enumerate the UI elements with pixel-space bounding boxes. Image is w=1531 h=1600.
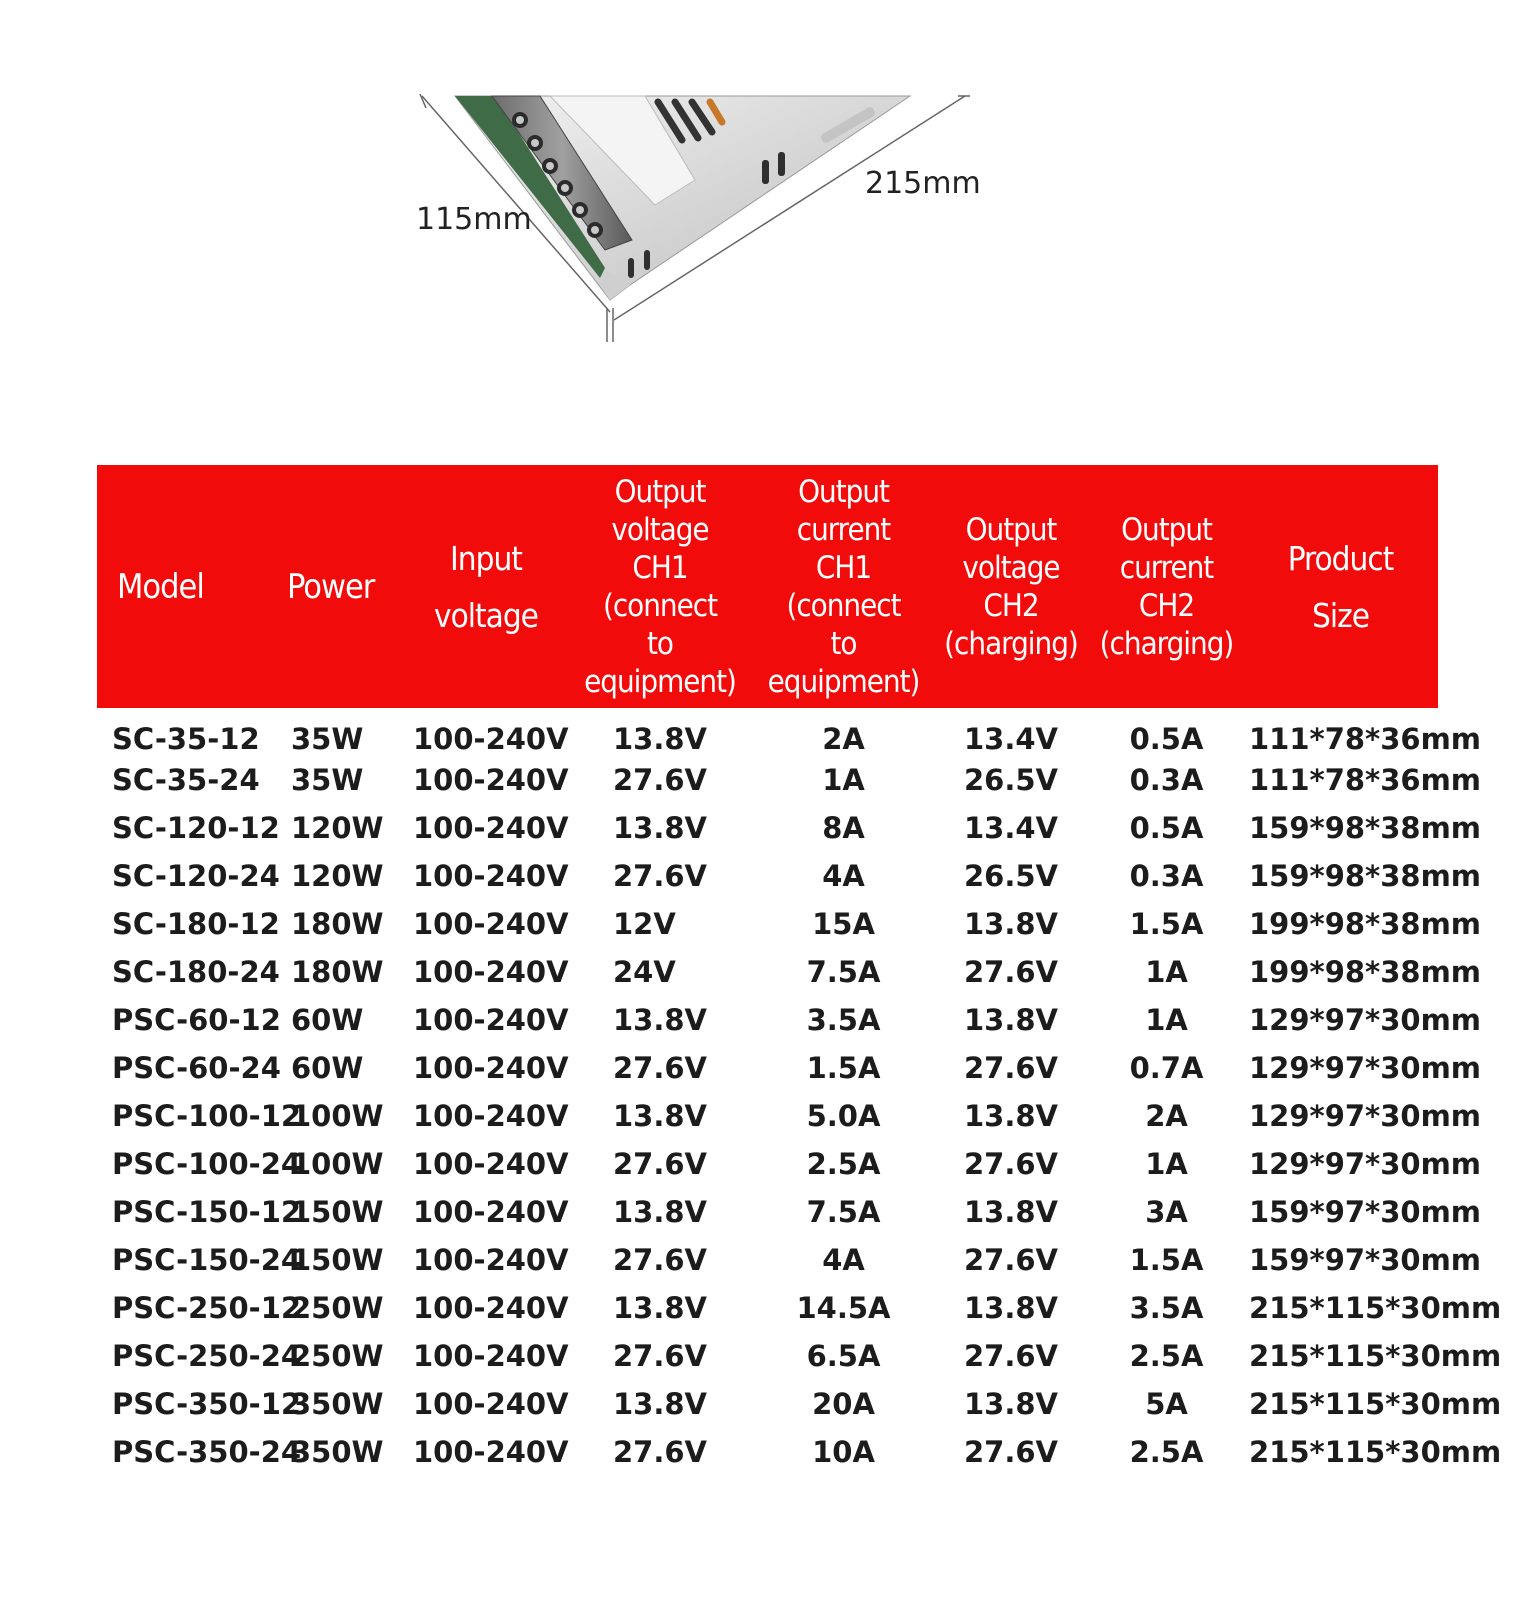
cell-product-size: 111*78*36mm bbox=[1249, 763, 1482, 797]
length-dimension-label: 215mm bbox=[865, 166, 981, 201]
cell-input-voltage: 100-240V bbox=[413, 907, 569, 941]
header-output-current-ch2: Output current CH2 (charging) bbox=[1099, 511, 1234, 662]
cell-output-voltage-ch1: 13.8V bbox=[613, 722, 707, 756]
cell-product-size: 215*115*30mm bbox=[1249, 1435, 1502, 1469]
cell-input-voltage: 100-240V bbox=[413, 1387, 569, 1421]
width-dimension-label: 115mm bbox=[416, 202, 532, 237]
header-output-voltage-ch1: Output voltage CH1 (connect to equipment) bbox=[584, 473, 736, 700]
cell-input-voltage: 100-240V bbox=[413, 1243, 569, 1277]
cell-model: SC-120-12 bbox=[112, 811, 280, 845]
cell-model: PSC-60-24 bbox=[112, 1051, 281, 1085]
cell-output-voltage-ch2: 13.8V bbox=[964, 1195, 1058, 1229]
cell-input-voltage: 100-240V bbox=[413, 1051, 569, 1085]
cell-input-voltage: 100-240V bbox=[413, 1099, 569, 1133]
cell-output-voltage-ch2: 13.4V bbox=[964, 811, 1058, 845]
cell-output-voltage-ch2: 27.6V bbox=[964, 1051, 1058, 1085]
cell-product-size: 129*97*30mm bbox=[1249, 1099, 1482, 1133]
table-row bbox=[97, 1284, 1438, 1332]
table-row bbox=[97, 948, 1438, 996]
header-model: Model bbox=[117, 566, 204, 607]
cell-product-size: 199*98*38mm bbox=[1249, 907, 1482, 941]
cell-product-size: 199*98*38mm bbox=[1249, 955, 1482, 989]
table-row bbox=[97, 900, 1438, 948]
cell-output-voltage-ch1: 13.8V bbox=[613, 1003, 707, 1037]
cell-model: SC-35-12 bbox=[112, 722, 260, 756]
cell-output-current-ch2: 0.5A bbox=[1129, 811, 1204, 845]
table-row bbox=[97, 1140, 1438, 1188]
table-body bbox=[97, 708, 1502, 1476]
cell-product-size: 215*115*30mm bbox=[1249, 1291, 1502, 1325]
table-row bbox=[97, 1044, 1438, 1092]
cell-model: PSC-150-12 bbox=[112, 1195, 302, 1229]
cell-power: 150W bbox=[291, 1195, 384, 1229]
table-row bbox=[97, 804, 1438, 852]
cell-power: 180W bbox=[291, 907, 384, 941]
table-row bbox=[97, 1380, 1438, 1428]
cell-product-size: 159*98*38mm bbox=[1249, 859, 1482, 893]
cell-output-current-ch1: 6.5A bbox=[806, 1339, 881, 1373]
cell-output-voltage-ch1: 27.6V bbox=[613, 859, 707, 893]
cell-input-voltage: 100-240V bbox=[413, 763, 569, 797]
cell-output-current-ch1: 14.5A bbox=[796, 1291, 891, 1325]
cell-output-current-ch2: 2.5A bbox=[1129, 1339, 1204, 1373]
spec-table bbox=[97, 465, 1502, 1476]
cell-power: 150W bbox=[291, 1243, 384, 1277]
cell-output-voltage-ch1: 13.8V bbox=[613, 1099, 707, 1133]
table-row bbox=[97, 708, 1438, 756]
cell-output-current-ch1: 2A bbox=[822, 722, 865, 756]
cell-product-size: 129*97*30mm bbox=[1249, 1147, 1482, 1181]
cell-output-current-ch1: 10A bbox=[812, 1435, 875, 1469]
cell-power: 250W bbox=[291, 1291, 384, 1325]
cell-power: 120W bbox=[291, 811, 384, 845]
cell-output-voltage-ch1: 27.6V bbox=[613, 1051, 707, 1085]
cell-power: 180W bbox=[291, 955, 384, 989]
table-row bbox=[97, 1236, 1438, 1284]
cell-output-current-ch2: 0.7A bbox=[1129, 1051, 1204, 1085]
cell-output-voltage-ch1: 27.6V bbox=[613, 1339, 707, 1373]
cell-output-voltage-ch2: 27.6V bbox=[964, 1147, 1058, 1181]
cell-output-voltage-ch2: 13.8V bbox=[964, 1387, 1058, 1421]
cell-power: 120W bbox=[291, 859, 384, 893]
cell-output-current-ch1: 1.5A bbox=[806, 1051, 881, 1085]
cell-power: 250W bbox=[291, 1339, 384, 1373]
cell-model: PSC-350-24 bbox=[112, 1435, 302, 1469]
header-power: Power bbox=[287, 566, 375, 607]
product-figure bbox=[400, 80, 1020, 380]
cell-power: 350W bbox=[291, 1387, 384, 1421]
table-row bbox=[97, 756, 1438, 804]
header-output-current-ch1: Output current CH1 (connect to equipment) bbox=[767, 473, 920, 700]
cell-output-current-ch2: 0.5A bbox=[1129, 722, 1204, 756]
table-row bbox=[97, 1332, 1438, 1380]
cell-product-size: 129*97*30mm bbox=[1249, 1051, 1482, 1085]
cell-output-voltage-ch1: 13.8V bbox=[613, 1387, 707, 1421]
header-input-voltage: Input voltage bbox=[434, 538, 538, 635]
cell-output-voltage-ch2: 27.6V bbox=[964, 1435, 1058, 1469]
cell-output-current-ch2: 1A bbox=[1145, 955, 1188, 989]
cell-output-current-ch1: 7.5A bbox=[806, 1195, 881, 1229]
cell-model: SC-180-12 bbox=[112, 907, 280, 941]
cell-output-current-ch2: 0.3A bbox=[1129, 763, 1204, 797]
cell-output-voltage-ch2: 27.6V bbox=[964, 955, 1058, 989]
cell-output-voltage-ch1: 13.8V bbox=[613, 1195, 707, 1229]
cell-model: PSC-250-12 bbox=[112, 1291, 302, 1325]
cell-output-current-ch1: 20A bbox=[812, 1387, 875, 1421]
cell-product-size: 159*98*38mm bbox=[1249, 811, 1482, 845]
cell-output-current-ch2: 3A bbox=[1145, 1195, 1188, 1229]
cell-input-voltage: 100-240V bbox=[413, 1435, 569, 1469]
cell-output-voltage-ch1: 12V bbox=[613, 907, 676, 941]
cell-output-voltage-ch2: 13.8V bbox=[964, 1291, 1058, 1325]
cell-product-size: 215*115*30mm bbox=[1249, 1387, 1502, 1421]
cell-output-current-ch2: 5A bbox=[1145, 1387, 1188, 1421]
cell-output-current-ch1: 4A bbox=[822, 1243, 865, 1277]
table-row bbox=[97, 1428, 1438, 1476]
cell-output-current-ch2: 1.5A bbox=[1129, 1243, 1204, 1277]
cell-model: SC-120-24 bbox=[112, 859, 280, 893]
cell-output-voltage-ch2: 13.8V bbox=[964, 1003, 1058, 1037]
cell-model: PSC-150-24 bbox=[112, 1243, 302, 1277]
cell-output-voltage-ch1: 27.6V bbox=[613, 763, 707, 797]
cell-model: PSC-350-12 bbox=[112, 1387, 302, 1421]
cell-output-current-ch1: 15A bbox=[812, 907, 875, 941]
cell-output-voltage-ch1: 27.6V bbox=[613, 1435, 707, 1469]
cell-output-voltage-ch1: 13.8V bbox=[613, 1291, 707, 1325]
table-row bbox=[97, 1188, 1438, 1236]
cell-product-size: 215*115*30mm bbox=[1249, 1339, 1502, 1373]
cell-output-voltage-ch2: 13.4V bbox=[964, 722, 1058, 756]
cell-output-current-ch2: 0.3A bbox=[1129, 859, 1204, 893]
cell-model: SC-180-24 bbox=[112, 955, 280, 989]
table-row bbox=[97, 1092, 1438, 1140]
table-row bbox=[97, 996, 1438, 1044]
cell-input-voltage: 100-240V bbox=[413, 1291, 569, 1325]
cell-product-size: 111*78*36mm bbox=[1249, 722, 1482, 756]
cell-output-voltage-ch2: 13.8V bbox=[964, 907, 1058, 941]
cell-model: PSC-250-24 bbox=[112, 1339, 302, 1373]
cell-output-current-ch2: 3.5A bbox=[1129, 1291, 1204, 1325]
cell-power: 100W bbox=[291, 1147, 384, 1181]
cell-output-voltage-ch1: 24V bbox=[613, 955, 676, 989]
cell-output-voltage-ch2: 26.5V bbox=[964, 763, 1058, 797]
cell-power: 350W bbox=[291, 1435, 384, 1469]
cell-input-voltage: 100-240V bbox=[413, 722, 569, 756]
cell-output-current-ch1: 2.5A bbox=[806, 1147, 881, 1181]
cell-output-voltage-ch1: 13.8V bbox=[613, 811, 707, 845]
cell-input-voltage: 100-240V bbox=[413, 1147, 569, 1181]
table-row bbox=[97, 852, 1438, 900]
cell-output-current-ch1: 3.5A bbox=[806, 1003, 881, 1037]
cell-input-voltage: 100-240V bbox=[413, 811, 569, 845]
cell-output-current-ch2: 2.5A bbox=[1129, 1435, 1204, 1469]
cell-output-current-ch1: 8A bbox=[822, 811, 865, 845]
cell-model: PSC-100-24 bbox=[112, 1147, 302, 1181]
cell-model: PSC-100-12 bbox=[112, 1099, 302, 1133]
cell-power: 35W bbox=[291, 722, 364, 756]
cell-output-voltage-ch2: 26.5V bbox=[964, 859, 1058, 893]
cell-output-voltage-ch2: 27.6V bbox=[964, 1243, 1058, 1277]
cell-output-voltage-ch1: 27.6V bbox=[613, 1243, 707, 1277]
cell-output-voltage-ch1: 27.6V bbox=[613, 1147, 707, 1181]
cell-output-current-ch1: 4A bbox=[822, 859, 865, 893]
cell-output-voltage-ch2: 13.8V bbox=[964, 1099, 1058, 1133]
header-output-voltage-ch2: Output voltage CH2 (charging) bbox=[944, 511, 1078, 662]
cell-input-voltage: 100-240V bbox=[413, 1339, 569, 1373]
cell-output-current-ch1: 1A bbox=[822, 763, 865, 797]
cell-product-size: 159*97*30mm bbox=[1249, 1195, 1482, 1229]
cell-input-voltage: 100-240V bbox=[413, 1195, 569, 1229]
cell-power: 60W bbox=[291, 1003, 364, 1037]
cell-output-current-ch2: 1.5A bbox=[1129, 907, 1204, 941]
cell-output-current-ch1: 5.0A bbox=[806, 1099, 881, 1133]
cell-output-current-ch2: 1A bbox=[1145, 1003, 1188, 1037]
cell-output-current-ch2: 1A bbox=[1145, 1147, 1188, 1181]
cell-output-current-ch2: 2A bbox=[1145, 1099, 1188, 1133]
cell-output-current-ch1: 7.5A bbox=[806, 955, 881, 989]
cell-input-voltage: 100-240V bbox=[413, 859, 569, 893]
cell-model: SC-35-24 bbox=[112, 763, 260, 797]
cell-product-size: 129*97*30mm bbox=[1249, 1003, 1482, 1037]
cell-power: 100W bbox=[291, 1099, 384, 1133]
cell-output-voltage-ch2: 27.6V bbox=[964, 1339, 1058, 1373]
cell-input-voltage: 100-240V bbox=[413, 955, 569, 989]
cell-model: PSC-60-12 bbox=[112, 1003, 281, 1037]
cell-input-voltage: 100-240V bbox=[413, 1003, 569, 1037]
header-product-size: Product Size bbox=[1287, 538, 1394, 635]
table-header-row bbox=[97, 465, 1438, 708]
cell-power: 35W bbox=[291, 763, 364, 797]
cell-product-size: 159*97*30mm bbox=[1249, 1243, 1482, 1277]
cell-power: 60W bbox=[291, 1051, 364, 1085]
